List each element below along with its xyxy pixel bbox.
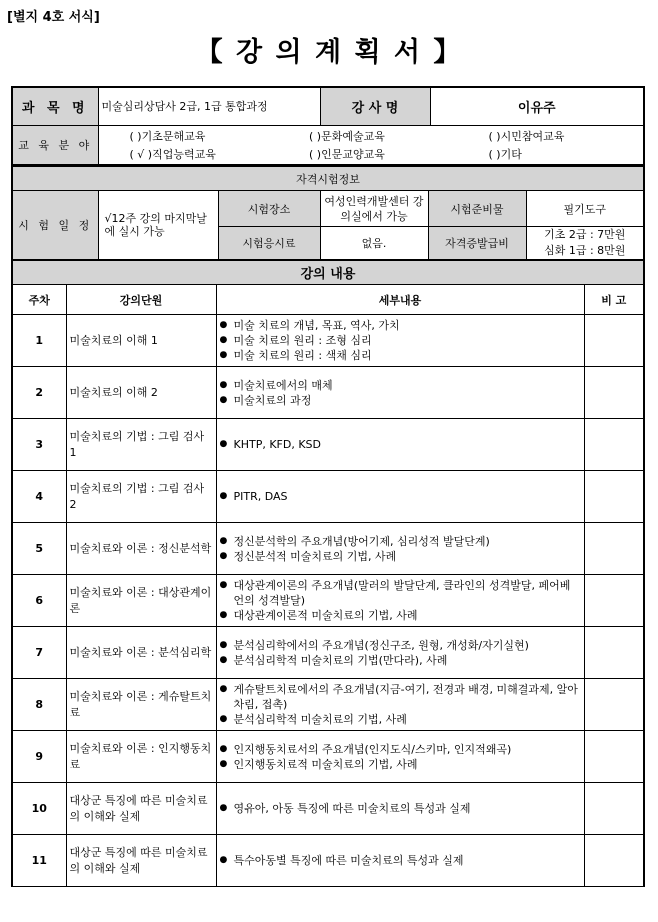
lecture-details (216, 627, 584, 679)
note-cell (584, 679, 644, 731)
education-field-options (98, 125, 644, 165)
lecture-unit: 미술치료와 이론 : 대상관계이론 (66, 575, 216, 627)
lecture-unit: 미술치료와 이론 : 게슈탈트치료 (66, 679, 216, 731)
lecture-unit: 미술치료의 기법 : 그림 검사 1 (66, 419, 216, 471)
cert-fee-label: 자격증발급비 (428, 227, 526, 260)
cert-fee-value (526, 227, 644, 260)
col-detail-header: 세부내용 (216, 285, 584, 315)
detail-item: ● 인지행동치료서의 주요개념(인지도식/스키마, 인지적왜곡) (220, 742, 581, 757)
detail-item: ● 특수아동별 특징에 따른 미술치료의 특성과 실제 (220, 853, 581, 868)
cert-section-title: 자격시험정보 (12, 167, 644, 191)
lecture-details (216, 783, 584, 835)
exam-fee-value: 없음. (320, 227, 428, 260)
table-row (12, 627, 644, 679)
week-number: 4 (12, 471, 66, 523)
lecture-details (216, 523, 584, 575)
week-number: 6 (12, 575, 66, 627)
lecture-details (216, 835, 584, 887)
detail-list (220, 378, 581, 408)
detail-item: ● PITR, DAS (220, 489, 581, 504)
week-number: 7 (12, 627, 66, 679)
detail-list (220, 682, 581, 727)
detail-item: ● 게슈탈트치료에서의 주요개념(지금-여기, 전경과 배경, 미해결과제, 알아차림, 접촉) (220, 682, 581, 712)
note-cell (584, 783, 644, 835)
detail-list (220, 853, 581, 868)
lecture-details (216, 575, 584, 627)
detail-item: ● 정신분석학의 주요개념(방어기제, 심리성적 발달단계) (220, 534, 581, 549)
detail-item: ● 미술치료에서의 매체 (220, 378, 581, 393)
lecture-table (11, 260, 645, 887)
detail-list (220, 742, 581, 772)
table-row (12, 315, 644, 367)
option-culture-arts: ( )문화예술교육 (309, 129, 385, 143)
detail-item: ● 분석심리학적 미술치료의 기법, 사례 (220, 712, 581, 727)
exam-place-value: 여성인력개발센터 강의실에서 가능 (320, 191, 428, 227)
option-other: ( )기타 (488, 147, 522, 161)
detail-item: ● 미술치료의 과정 (220, 393, 581, 408)
detail-item: ● 대상관계이론의 주요개념(말러의 발달단계, 클라인의 성격발달, 페어베언의 성격발달) (220, 578, 581, 608)
detail-item: ● 미술 치료의 개념, 목표, 역사, 가치 (220, 318, 581, 333)
option-civic-participation: ( )시민참여교육 (488, 129, 565, 143)
table-row (12, 367, 644, 419)
cert-table (11, 166, 645, 260)
week-number: 2 (12, 367, 66, 419)
lecture-details (216, 315, 584, 367)
week-number: 9 (12, 731, 66, 783)
option-basic-literacy: ( )기초문해교육 (129, 129, 206, 143)
instructor-value: 이유주 (430, 87, 644, 125)
detail-item: ● 영유아, 아동 특징에 따른 미술치료의 특성과 실제 (220, 801, 581, 816)
note-cell (584, 419, 644, 471)
detail-list (220, 489, 581, 504)
note-cell (584, 731, 644, 783)
lecture-details (216, 731, 584, 783)
note-cell (584, 627, 644, 679)
lecture-details (216, 419, 584, 471)
note-cell (584, 575, 644, 627)
lecture-section-title: 강의 내용 (12, 261, 644, 285)
subject-value: 미술심리상담사 2급, 1급 통합과정 (98, 87, 320, 125)
note-cell (584, 523, 644, 575)
exam-fee-label: 시험응시료 (218, 227, 320, 260)
detail-item: ● KHTP, KFD, KSD (220, 437, 581, 452)
exam-schedule-label: 시 험 일 정 (12, 191, 98, 260)
lecture-rows (12, 315, 644, 887)
lecture-unit: 미술치료와 이론 : 인지행동치료 (66, 731, 216, 783)
lecture-unit: 미술치료의 기법 : 그림 검사 2 (66, 471, 216, 523)
table-row (12, 679, 644, 731)
table-row (12, 835, 644, 887)
detail-list (220, 437, 581, 452)
table-row (12, 575, 644, 627)
detail-item: ● 인지행동치료적 미술치료의 기법, 사례 (220, 757, 581, 772)
lecture-details (216, 471, 584, 523)
detail-item: ● 분석심리학에서의 주요개념(정신구조, 원형, 개성화/자기실현) (220, 638, 581, 653)
detail-list (220, 534, 581, 564)
table-row (12, 523, 644, 575)
document-title: 【 강 의 계 획 서 】 (195, 37, 463, 68)
week-number: 10 (12, 783, 66, 835)
week-number: 1 (12, 315, 66, 367)
table-row (12, 731, 644, 783)
option-vocational: ( √ )직업능력교육 (129, 147, 216, 161)
note-cell (584, 367, 644, 419)
note-cell (584, 471, 644, 523)
cert-fee-basic: 기초 2급 : 7만원 (544, 228, 626, 241)
detail-item: ● 미술 치료의 원리 : 색채 심리 (220, 348, 581, 363)
table-row (12, 419, 644, 471)
note-cell (584, 835, 644, 887)
header-table (11, 86, 645, 166)
col-week-header: 주차 (12, 285, 66, 315)
subject-label: 과 목 명 (12, 87, 98, 125)
week-number: 3 (12, 419, 66, 471)
form-number-label: [별지 4호 서식] (7, 10, 100, 25)
note-cell (584, 315, 644, 367)
instructor-label: 강 사 명 (320, 87, 430, 125)
lecture-unit: 미술치료의 이해 2 (66, 367, 216, 419)
lecture-unit: 미술치료와 이론 : 정신분석학 (66, 523, 216, 575)
exam-schedule-value: √12주 강의 마지막날에 실시 가능 (98, 191, 218, 260)
detail-item: ● 분석심리학적 미술치료의 기법(만다라), 사례 (220, 653, 581, 668)
exam-place-label: 시험장소 (218, 191, 320, 227)
table-row (12, 783, 644, 835)
detail-list (220, 801, 581, 816)
detail-list (220, 638, 581, 668)
lecture-details (216, 367, 584, 419)
col-note-header: 비 고 (584, 285, 644, 315)
option-humanities: ( )인문교양교육 (309, 147, 385, 161)
exam-supplies-value: 필기도구 (526, 191, 644, 227)
detail-item: ● 대상관계이론적 미술치료의 기법, 사례 (220, 608, 581, 623)
exam-supplies-label: 시험준비물 (428, 191, 526, 227)
lecture-unit: 대상군 특징에 따른 미술치료의 이해와 실제 (66, 783, 216, 835)
detail-item: ● 미술 치료의 원리 : 조형 심리 (220, 333, 581, 348)
lecture-unit: 미술치료와 이론 : 분석심리학 (66, 627, 216, 679)
detail-list (220, 318, 581, 363)
lecture-details (216, 679, 584, 731)
week-number: 8 (12, 679, 66, 731)
col-unit-header: 강의단원 (66, 285, 216, 315)
table-row (12, 471, 644, 523)
cert-fee-advanced: 심화 1급 : 8만원 (544, 244, 626, 257)
week-number: 5 (12, 523, 66, 575)
detail-item: ● 정신분석적 미술치료의 기법, 사례 (220, 549, 581, 564)
education-field-label: 교 육 분 야 (12, 125, 98, 165)
form-container (11, 86, 643, 887)
lecture-unit: 대상군 특징에 따른 미술치료의 이해와 실제 (66, 835, 216, 887)
week-number: 11 (12, 835, 66, 887)
lecture-unit: 미술치료의 이해 1 (66, 315, 216, 367)
detail-list (220, 578, 581, 623)
